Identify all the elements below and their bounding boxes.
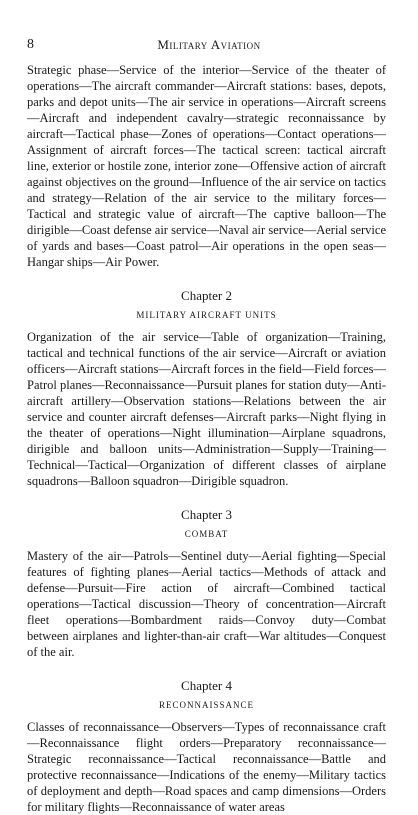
chapter-2-heading: Chapter 2 (181, 288, 232, 303)
chapter-3-text: Mastery of the air—Patrols—Sentinel duty—Aerial fighting—Special features of fighting planes—Aerial tactics—Methods of attack and defense—Pursuit—Fire action of aircraft—Combined tactical operations—Tactical discussion—Theory of concentration—Aircraft fleet operations—Bombardment raids—Convoy duty—Combat between airplanes and lighter-than-air craft—War altitudes—Conquest of the air. (27, 549, 386, 659)
chapter-4-text: Classes of reconnaissance—Observers—Types of reconnaissance craft—Reconnaissance flight orders—Preparatory reconnaissance—Strategic reconnaissance—Tactical reconnaissance—Battle and protective reconnaissance—Indications of the enemy—Military tactics of deployment and depth—Road spaces and camp dimensions—Orders for military flights—Reconnaissance of water areas (27, 720, 386, 814)
chapter-4-heading: Chapter 4 (181, 678, 232, 693)
page-header (0, 37, 418, 57)
chapter-4-subtitle: RECONNAISSANCE (158, 700, 254, 710)
chapter-3-subtitle: COMBAT (184, 529, 229, 539)
chapter-2-text: Organization of the air service—Table of organization—Training, tactical and technical functions of the air service—Aircraft or aviation officers—Aircraft stations—Aircraft forces in the field—Field forces—Patrol planes—Reconnaissance—Pursuit planes for station duty—Anti-aircraft artillery—Observation stations—Relations between the air service and counter aircraft defenses—Aircraft parks—Night flying in the theater of operations—Night illumination—Airplane squadrons, dirigible and balloon units—Administration—Supply—Training—Technical—Tactical—Organization of different classes of airplane squadrons—Balloon squadron—Dirigible squadron. (27, 330, 386, 488)
running-title: Military Aviation (157, 37, 261, 52)
chapter-3-heading: Chapter 3 (181, 507, 232, 522)
chapter-2-subtitle: MILITARY AIRCRAFT UNITS (136, 310, 277, 320)
page-content (27, 62, 386, 815)
page-number: 8 (27, 37, 34, 52)
chapter-1-continued-text: Strategic phase—Service of the interior—Service of the theater of operations—The aircraft commander—Aircraft stations: bases, depots, parks and depot units—The air service in operations—Aircraft screens—Aircraft and independent cavalry—strategic reconnaissance by aircraft—Tactical phase—Zones of operations—Contact operations—Assignment of aircraft forces—The tactical screen: tactical aircraft line, exterior or hostile zone, interior zone—Offensive action of aircraft against objectives on the ground—Influence of the air service on tactics and strategy—Relation of the air service to the military forces—Tactical and strategic value of aircraft—The captive balloon—The dirigible—Coast defense air service—Naval air service—Aerial service of yards and bases—Coast patrol—Air operations in the open seas—Hangar ships—Air Power. (27, 63, 386, 269)
